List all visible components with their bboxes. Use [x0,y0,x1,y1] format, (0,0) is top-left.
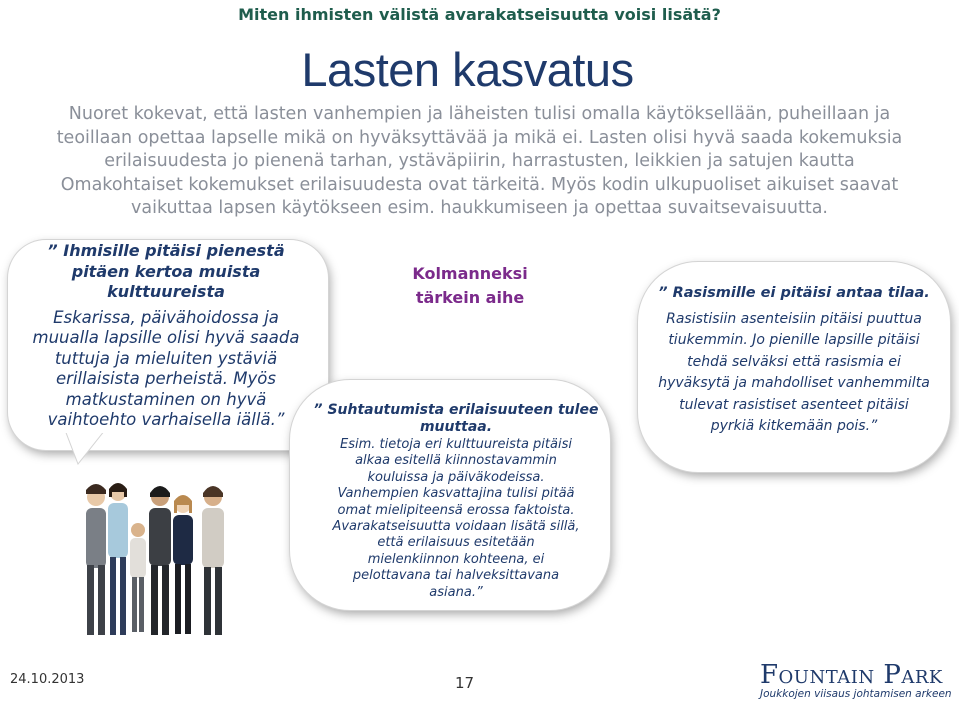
page-number: 17 [455,674,475,692]
quote-line: tulevat rasistiset asenteet pitäisi [679,396,909,413]
intro-line: Omakohtaiset kokemukset erilaisuudesta ovat tärkeitä. Myös kodin ulkupuoliset aikuiset saavat [60,174,899,195]
quote-left-body [10,308,322,431]
logo-wordmark [760,660,950,690]
speech-bubble-left-tail [60,430,120,470]
quote-line: Rasistisiin asenteisiin pitäisi puuttua [666,310,922,327]
quote-left-heading [10,241,322,303]
quote-center-heading [296,402,616,436]
intro-line: vaikuttaa lapsen käytökseen esim. haukkumiseen ja opettaa suvaitsevaisuutta. [131,198,828,219]
quote-right-body [638,309,950,438]
quote-line: omat mielipiteensä erossa faktoista. [337,502,575,518]
page-title: Lasten kasvatus [301,43,634,96]
quote-line: vaihtoehto varhaisella iällä.” [47,410,285,429]
quote-line: Vanhempien kasvattajina tulisi pitää [337,486,575,502]
intro-line: erilaisuudesta jo pienenä tarhan, ystäväpiirin, harrastusten, leikkien ja satujen kautta [104,151,855,172]
quote-left [10,241,322,431]
quote-line: muuttaa. [419,419,493,435]
logo-name: Fountain Park [760,660,943,690]
quote-line: Avarakatseisuutta voidaan lisätä sillä, [332,519,580,535]
company-logo [760,660,950,700]
quote-line: ” Suhtautumista erilaisuuteen tulee [313,402,599,418]
top-question: Miten ihmisten välistä avarakatseisuutta voisi lisätä? [238,5,721,24]
quote-line: pelottavana tai halveksittavana [352,568,560,584]
intro-line: teoillaan opettaa lapselle mikä on hyväksyttävää ja mikä ei. Lasten olisi hyvä saada kokemuksia [56,127,903,148]
quote-line: tehdä selväksi että rasismia ei [687,353,901,370]
quote-line: ” Rasismille ei pitäisi antaa tilaa. [658,285,930,301]
quote-right-heading [638,283,950,305]
quote-line: asiana.” [429,584,483,600]
quote-line: Eskarissa, päivähoidossa ja [53,307,279,327]
quote-line: hyväksytä ja mahdolliset vanhemmilta [658,375,930,391]
quote-line: Esim. tietoja eri kulttuureista pitäisi [340,437,572,452]
quote-line: että erilaisuus esitetään [377,535,535,551]
quote-line: kulttuureista [107,282,225,301]
quote-line: tuttuja ja mieluiten ystäviä [54,348,278,368]
quote-line: matkustaminen on hyvä [65,389,267,409]
priority-label [380,262,560,310]
people-illustration-icon [78,475,293,645]
quote-line: kouluissa ja päiväkodeissa. [367,469,545,485]
quote-center [296,402,616,601]
intro-paragraph [0,103,959,221]
quote-line: alkaa esitellä kiinnostavammin [355,453,557,469]
quote-line: muualla lapsille olisi hyvä saada [32,328,300,347]
quote-line: pitäen kertoa muista [71,261,261,281]
quote-line: pyrkiä kitkemään pois.” [710,418,878,434]
quote-center-body [296,437,616,601]
quote-line: ” Ihmisille pitäisi pienestä [47,241,285,260]
quote-line: mielenkiinnon kohteena, ei [367,551,545,567]
intro-line: Nuoret kokevat, että lasten vanhempien ja läheisten tulisi omalla käytöksellään, puheillaan ja [68,104,891,124]
footer-date: 24.10.2013 [10,672,85,687]
priority-label-line: tärkein aihe [415,288,525,307]
logo-tagline: Joukkojen viisaus johtamisen arkeen [760,688,952,700]
quote-line: erillaisista perheistä. Myös [56,369,276,388]
quote-line: tiukemmin. Jo pienille lapsille pitäisi [668,332,920,348]
quote-right [638,283,950,438]
priority-label-line: Kolmanneksi [412,264,528,283]
